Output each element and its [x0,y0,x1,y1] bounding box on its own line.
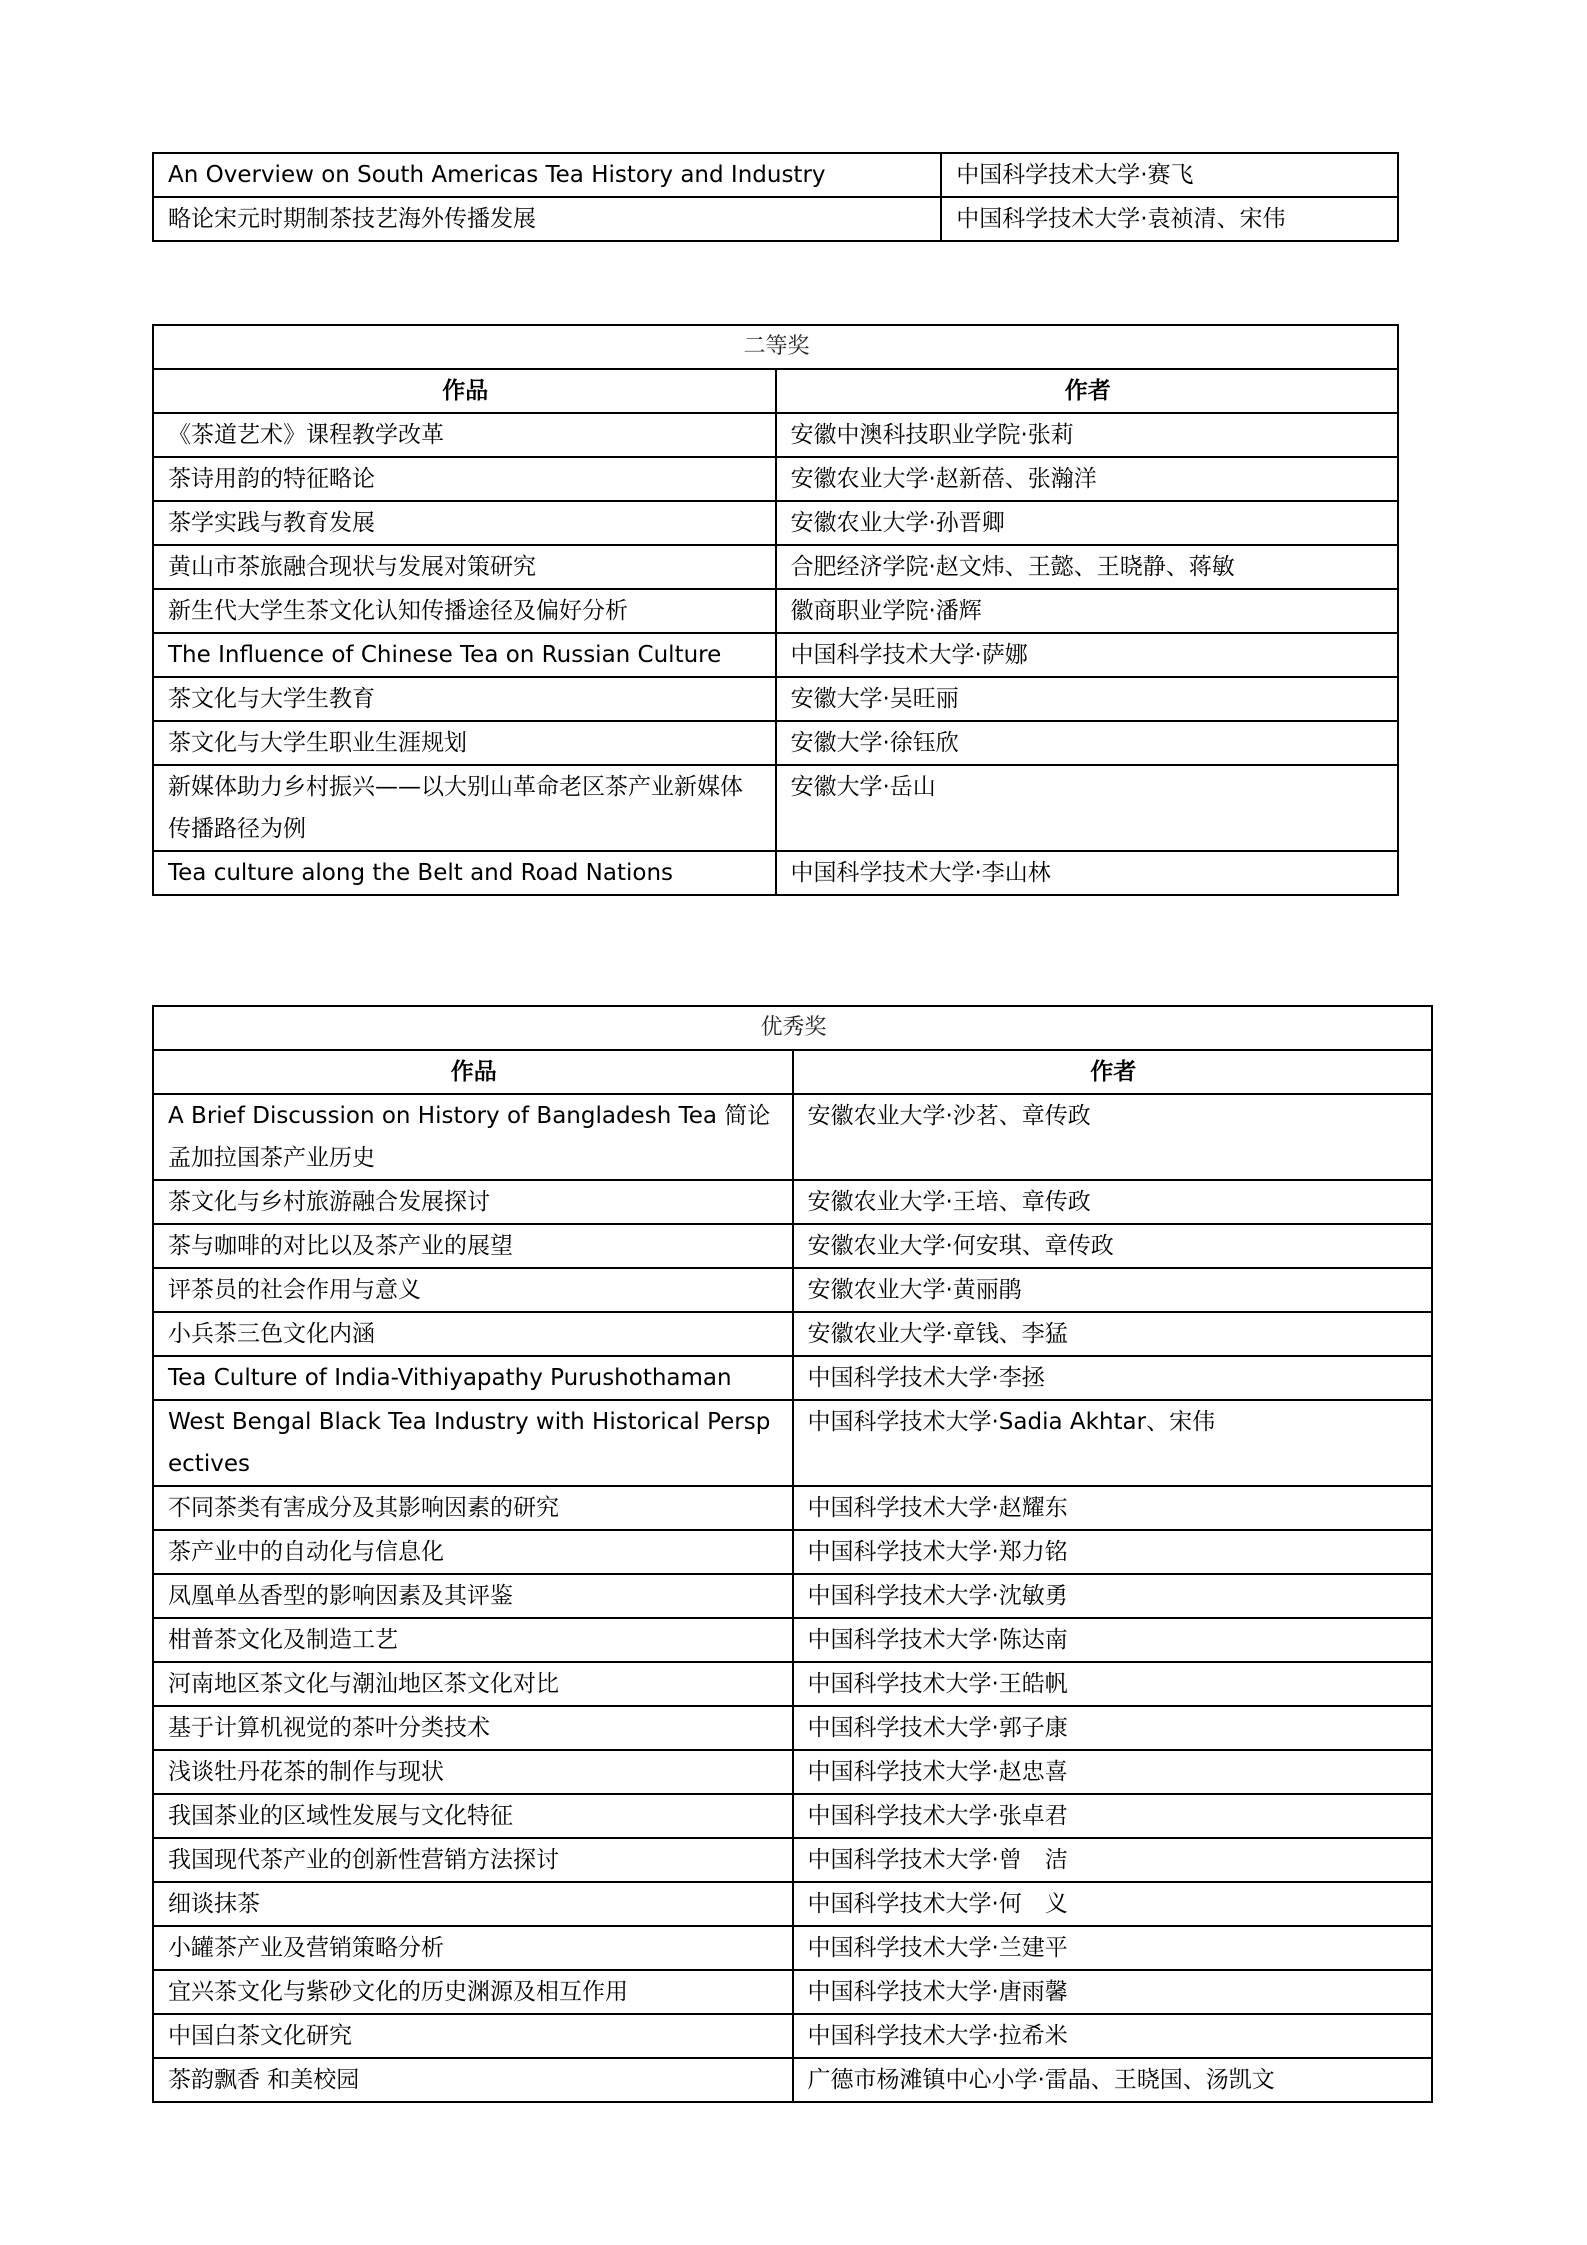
table-title-row [153,1006,1432,1050]
work-cell: 小罐茶产业及营销策略分析 [153,1926,793,1970]
table-row [153,1094,1432,1180]
author-cell: 中国科学技术大学·陈达南 [793,1618,1433,1662]
work-cell: 河南地区茶文化与潮汕地区茶文化对比 [153,1662,793,1706]
work-cell: 评茶员的社会作用与意义 [153,1268,793,1312]
table-body [153,325,1398,413]
table-row [153,2058,1432,2102]
table-row [153,1706,1432,1750]
author-cell: 中国科学技术大学·兰建平 [793,1926,1433,1970]
author-cell: 徽商职业学院·潘辉 [776,589,1399,633]
author-cell: 中国科学技术大学·李拯 [793,1356,1433,1400]
table-row [153,1400,1432,1486]
table-row [153,1618,1432,1662]
table-row [153,1970,1432,2014]
author-cell: 中国科学技术大学·萨娜 [776,633,1399,677]
author-cell: 中国科学技术大学·何 义 [793,1882,1433,1926]
table-row [153,1926,1432,1970]
work-cell: West Bengal Black Tea Industry with Historical Perspectives [153,1400,793,1486]
author-cell: 安徽大学·岳山 [776,765,1399,851]
table-header-row [153,1050,1432,1094]
table-row [153,677,1398,721]
table-row [153,1486,1432,1530]
author-cell: 中国科学技术大学·Sadia Akhtar、宋伟 [793,1400,1433,1486]
work-cell: 茶文化与大学生职业生涯规划 [153,721,776,765]
column-header-author: 作者 [793,1050,1433,1094]
table-row [153,1838,1432,1882]
column-header-work: 作品 [153,369,776,413]
work-cell: 茶文化与大学生教育 [153,677,776,721]
author-cell: 安徽大学·徐钰欣 [776,721,1399,765]
work-cell: 基于计算机视觉的茶叶分类技术 [153,1706,793,1750]
table-row [153,501,1398,545]
table-row [153,197,1398,241]
work-cell: 新媒体助力乡村振兴——以大别山革命老区茶产业新媒体传播路径为例 [153,765,776,851]
work-cell: 不同茶类有害成分及其影响因素的研究 [153,1486,793,1530]
work-cell: 黄山市茶旅融合现状与发展对策研究 [153,545,776,589]
work-cell: Tea culture along the Belt and Road Nations [153,851,776,895]
author-cell: 安徽农业大学·赵新蓓、张瀚洋 [776,457,1399,501]
work-cell: 茶学实践与教育发展 [153,501,776,545]
first-prize-table-continued [152,152,1399,242]
table-row [153,589,1398,633]
work-cell: 中国白茶文化研究 [153,2014,793,2058]
table-row [153,153,1398,197]
table-row [153,721,1398,765]
work-cell: 宜兴茶文化与紫砂文化的历史渊源及相互作用 [153,1970,793,2014]
column-header-work: 作品 [153,1050,793,1094]
work-cell: The Influence of Chinese Tea on Russian Culture [153,633,776,677]
work-cell: 茶韵飘香 和美校园 [153,2058,793,2102]
work-cell: An Overview on South Americas Tea History and Industry [153,153,941,197]
author-cell: 中国科学技术大学·郭子康 [793,1706,1433,1750]
table-row [153,1882,1432,1926]
author-cell: 中国科学技术大学·赵忠喜 [793,1750,1433,1794]
work-cell: Tea Culture of India-Vithiyapathy Purushothaman [153,1356,793,1400]
table-row [153,545,1398,589]
work-cell: 小兵茶三色文化内涵 [153,1312,793,1356]
column-header-author: 作者 [776,369,1399,413]
table-row [153,1224,1432,1268]
author-cell: 安徽农业大学·孙晋卿 [776,501,1399,545]
table-row [153,1530,1432,1574]
work-cell: 茶文化与乡村旅游融合发展探讨 [153,1180,793,1224]
table-row [153,2014,1432,2058]
excellence-award-table [152,1005,1433,2103]
author-cell: 中国科学技术大学·唐雨馨 [793,1970,1433,2014]
work-cell: 略论宋元时期制茶技艺海外传播发展 [153,197,941,241]
author-cell: 中国科学技术大学·拉希米 [793,2014,1433,2058]
author-cell: 安徽农业大学·黄丽鹃 [793,1268,1433,1312]
author-cell: 中国科学技术大学·张卓君 [793,1794,1433,1838]
author-cell: 合肥经济学院·赵文炜、王懿、王晓静、蒋敏 [776,545,1399,589]
table-row [153,457,1398,501]
author-cell: 中国科学技术大学·赛飞 [941,153,1398,197]
author-cell: 中国科学技术大学·袁祯清、宋伟 [941,197,1398,241]
work-cell: 细谈抹茶 [153,1882,793,1926]
table-row [153,1312,1432,1356]
table-body [153,153,1398,241]
author-cell: 安徽农业大学·何安琪、章传政 [793,1224,1433,1268]
author-cell: 中国科学技术大学·王皓帆 [793,1662,1433,1706]
table-row [153,1574,1432,1618]
table-row [153,1268,1432,1312]
work-cell: 柑普茶文化及制造工艺 [153,1618,793,1662]
table-row [153,1794,1432,1838]
table-row [153,1750,1432,1794]
table-row [153,413,1398,457]
author-cell: 广德市杨滩镇中心小学·雷晶、王晓国、汤凯文 [793,2058,1433,2102]
author-cell: 中国科学技术大学·李山林 [776,851,1399,895]
table-row [153,1180,1432,1224]
work-cell: A Brief Discussion on History of Bangladesh Tea 简论孟加拉国茶产业历史 [153,1094,793,1180]
work-cell: 茶与咖啡的对比以及茶产业的展望 [153,1224,793,1268]
author-cell: 安徽农业大学·沙茗、章传政 [793,1094,1433,1180]
table-body [153,1006,1432,1094]
work-cell: 我国茶业的区域性发展与文化特征 [153,1794,793,1838]
author-cell: 中国科学技术大学·沈敏勇 [793,1574,1433,1618]
work-cell: 茶诗用韵的特征略论 [153,457,776,501]
work-cell: 新生代大学生茶文化认知传播途径及偏好分析 [153,589,776,633]
table-rows [153,413,1398,895]
work-cell: 我国现代茶产业的创新性营销方法探讨 [153,1838,793,1882]
table-row [153,633,1398,677]
table-row [153,765,1398,851]
table-row [153,1356,1432,1400]
work-cell: 浅谈牡丹花茶的制作与现状 [153,1750,793,1794]
table-title-row [153,325,1398,369]
author-cell: 中国科学技术大学·郑力铭 [793,1530,1433,1574]
author-cell: 安徽中澳科技职业学院·张莉 [776,413,1399,457]
table-row [153,1662,1432,1706]
second-prize-table [152,324,1399,896]
table-title: 优秀奖 [153,1006,1432,1050]
author-cell: 中国科学技术大学·赵耀东 [793,1486,1433,1530]
author-cell: 安徽农业大学·章钱、李猛 [793,1312,1433,1356]
work-cell: 凤凰单丛香型的影响因素及其评鉴 [153,1574,793,1618]
table-row [153,851,1398,895]
work-cell: 《茶道艺术》课程教学改革 [153,413,776,457]
table-header-row [153,369,1398,413]
author-cell: 中国科学技术大学·曾 洁 [793,1838,1433,1882]
work-cell: 茶产业中的自动化与信息化 [153,1530,793,1574]
table-title: 二等奖 [153,325,1398,369]
author-cell: 安徽大学·吴旺丽 [776,677,1399,721]
author-cell: 安徽农业大学·王培、章传政 [793,1180,1433,1224]
table-rows [153,1094,1432,2102]
